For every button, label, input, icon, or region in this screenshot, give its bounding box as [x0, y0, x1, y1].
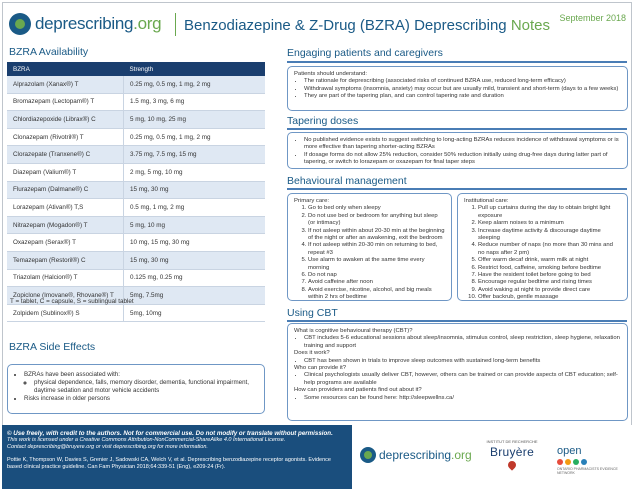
flame-icon [506, 459, 517, 470]
list-item: 7. Avoid caffeine after noon [308, 279, 445, 286]
table-row [7, 251, 265, 269]
drug-name: Clonazepam (Rivotril®) T [7, 128, 124, 146]
drug-name: Bromazepam (Lectopam®) T [7, 93, 124, 111]
list-item: 4. Reduce number of naps (no more than 30 mins and no naps after 2 pm) [478, 242, 621, 257]
section-rule [287, 128, 627, 130]
drug-strength: 5 mg, 10 mg [124, 216, 266, 234]
list-item: 1. Go to bed only when sleepy [308, 205, 445, 212]
footer [2, 425, 632, 489]
deprescribing-logo-icon [9, 13, 31, 35]
use-freely-notice: © Use freely, with credit to the authors. Not for commercial use. Do not modify or translate without permission. [7, 430, 333, 437]
list-item: • BZRAs have been associated with: ◦ physical dependence, falls, memory disorder, dementia, functional impairment, daytime sedation and motor vehicle accidents [24, 371, 258, 395]
table-row [7, 199, 265, 217]
primary-care-title: Primary care: [294, 198, 330, 204]
list-item: 6. Do not nap [308, 272, 445, 279]
deprescribing-logo-icon [360, 447, 376, 463]
table-row [7, 269, 265, 287]
side-effects-box [7, 364, 265, 414]
list-item: ◦ physical dependence, falls, memory disorder, dementia, functional impairment, daytime sedation and motor vehicle accidents [34, 379, 258, 395]
drug-strength: 0.25 mg, 0.5 mg, 1 mg, 2 mg [124, 128, 266, 146]
column-header-bzra: BZRA [7, 62, 124, 76]
drug-name: Triazolam (Halcion®) T [7, 269, 124, 287]
list-item: • Some resources can be found here: http://sleepwellns.ca/ [304, 395, 621, 402]
cbt-box [287, 323, 628, 421]
list-item: • No published evidence exists to suggest switching to long-acting BZRAs reduces incidence of withdrawal symptoms or is more effective than tapering shorter-acting BZRAs [304, 137, 621, 152]
drug-strength: 5 mg, 10 mg, 25 mg [124, 111, 266, 129]
behavioural-title: Behavioural management [287, 175, 407, 187]
list-item: • CBT includes 5-6 educational sessions about sleep/insomnia, stimulus control, sleep restriction, sleep hygiene, relaxation training and support [304, 335, 621, 350]
contact-notice: Contact deprescribing@bruyere.org or visit deprescribing.org for more information. [7, 444, 208, 450]
table-row [7, 163, 265, 181]
section-rule [287, 61, 627, 63]
cbt-title: Using CBT [287, 307, 338, 319]
open-dots-icon [557, 459, 625, 465]
drug-strength: 15 mg, 30 mg [124, 181, 266, 199]
list-item: 9. Avoid waking at night to provide direct care [478, 287, 621, 294]
drug-name: Nitrazepam (Mogadon®) T [7, 216, 124, 234]
drug-name: Flurazepam (Dalmane®) C [7, 181, 124, 199]
list-item: 7. Have the resident toilet before going to bed [478, 272, 621, 279]
header-separator [175, 13, 176, 36]
citation: Pottie K, Thompson W, Davies S, Grenier J, Sadowski CA, Welch V, et al. Deprescribing benzodiazepine receptor agonists. Evidence based clinical practice guideline. Can Fam Physician 2018;64:339-51 (Eng), e209-24 (Fr). [7, 457, 331, 470]
section-rule [287, 188, 627, 190]
drug-name: Temazepam (Restoril®) C [7, 251, 124, 269]
table-header-row [7, 62, 265, 76]
list-item: • The rationale for deprescribing (associated risks of continued BZRA use, reduced long-term efficacy) [304, 78, 621, 85]
list-item: • Risks increase in older persons [24, 395, 258, 403]
footer-legal [7, 430, 345, 471]
list-item: 8. Avoid exercise, nicotine, alcohol, and big meals within 2 hrs of bedtime [308, 287, 445, 302]
drug-name: Alprazolam (Xanax®) T [7, 76, 124, 93]
list-item: 2. Do not use bed or bedroom for anything but sleep (or intimacy) [308, 213, 445, 228]
table-row [7, 234, 265, 252]
primary-care-box [287, 193, 452, 301]
bruyere-logo: INSTITUT DE RECHERCHE Bruyère [482, 439, 542, 469]
table-row [7, 93, 265, 111]
institutional-care-title: Institutional care: [464, 198, 509, 204]
list-item: 5. Use alarm to awaken at the same time every morning [308, 257, 445, 272]
table-row [7, 181, 265, 199]
availability-title: BZRA Availability [9, 46, 89, 58]
section-rule [287, 320, 627, 322]
drug-strength: 5mg, 7.5mg [124, 287, 266, 305]
drug-strength: 1.5 mg, 3 mg, 6 mg [124, 93, 266, 111]
list-item: • Clinical psychologists usually deliver CBT, however, others can be trained or can provide aspects of CBT education; self-help programs are available [304, 372, 621, 387]
cbt-question: How can providers and patients find out about it? [294, 387, 422, 394]
side-effects-title: BZRA Side Effects [9, 341, 96, 353]
page-title: Benzodiazepine & Z-Drug (BZRA) Deprescribing Notes [184, 17, 550, 34]
drug-name: Clorazepate (Tranxene®) C [7, 146, 124, 164]
brand-name: deprescribing.org [35, 14, 162, 33]
dosage-form-legend: T = tablet, C = capsule, S = sublingual tablet [10, 298, 134, 305]
drug-strength: 0.5 mg, 1 mg, 2 mg [124, 199, 266, 217]
table-row [7, 146, 265, 164]
list-item: • Withdrawal symptoms (insomnia, anxiety) may occur but are usually mild, transient and short-term (days to a few weeks) [304, 86, 621, 93]
drug-strength: 0.125 mg, 0.25 mg [124, 269, 266, 287]
cbt-question: Does it work? [294, 350, 330, 357]
footer-brand: deprescribing.org [379, 448, 472, 462]
license-notice: This work is licensed under a Creative Commons Attribution-NonCommercial-ShareAlike 4.0 International License. [7, 437, 286, 443]
table-row [7, 216, 265, 234]
list-item: 3. If not asleep within about 20-30 min at the beginning of the night or after an awakening, exit the bedroom [308, 228, 445, 243]
list-item: 10. Offer backrub, gentle massage [478, 294, 621, 301]
list-item: 6. Restrict food, caffeine, smoking before bedtime [478, 265, 621, 272]
drug-name: Zolpidem (Sublinox®) S [7, 304, 124, 322]
engaging-title: Engaging patients and caregivers [287, 47, 443, 59]
column-header-strength: Strength [124, 62, 266, 76]
table-row [7, 76, 265, 93]
drug-strength: 10 mg, 15 mg, 30 mg [124, 234, 266, 252]
drug-strength: 2 mg, 5 mg, 10 mg [124, 163, 266, 181]
cbt-question: Who can provide it? [294, 365, 347, 372]
partner-logos [352, 425, 632, 489]
cbt-question: What is cognitive behavioural therapy (CBT)? [294, 328, 413, 334]
list-item: 5. Offer warm decaf drink, warm milk at night [478, 257, 621, 264]
tapering-box [287, 132, 628, 169]
engaging-box [287, 66, 628, 111]
engaging-intro: Patients should understand: [294, 71, 368, 77]
drug-name: Lorazepam (Ativan®) T,S [7, 199, 124, 217]
open-logo: open ONTARIO PHARMACISTS EVIDENCE NETWORK [557, 445, 625, 475]
list-item: 2. Keep alarm noises to a minimum [478, 220, 621, 227]
list-item: 4. If not asleep within 20-30 min on returning to bed, repeat #3 [308, 242, 445, 257]
drug-name: Chlordiazepoxide (Librax®) C [7, 111, 124, 129]
list-item: • If dosage forms do not allow 25% reduction, consider 50% reduction initially using drug-free days during latter part of tapering, or switch to lorazepam or oxazepam for final taper steps [304, 152, 621, 167]
list-item: • They are part of the tapering plan, and can control tapering rate and duration [304, 93, 621, 100]
drug-strength: 5mg, 10mg [124, 304, 266, 322]
publication-date: September 2018 [559, 13, 626, 23]
table-row [7, 111, 265, 129]
list-item: 3. Increase daytime activity & discourage daytime sleeping [478, 228, 621, 243]
drug-name: Diazepam (Valium®) T [7, 163, 124, 181]
table-row [7, 304, 265, 322]
list-item: 8. Encourage regular bedtime and rising times [478, 279, 621, 286]
availability-table [7, 62, 265, 322]
drug-name: Oxazepam (Serax®) T [7, 234, 124, 252]
list-item: • CBT has been shown in trials to improve sleep outcomes with sustained long-term benefits [304, 358, 621, 365]
drug-strength: 0.25 mg, 0.5 mg, 1 mg, 2 mg [124, 76, 266, 93]
institutional-care-box [457, 193, 628, 301]
list-item: 1. Pull up curtains during the day to obtain bright light exposure [478, 205, 621, 220]
tapering-title: Tapering doses [287, 115, 359, 127]
drug-strength: 3.75 mg, 7.5 mg, 15 mg [124, 146, 266, 164]
drug-name: Zopiclone (Imovane®, Rhovane®) T [7, 287, 124, 305]
table-row [7, 128, 265, 146]
drug-strength: 15 mg, 30 mg [124, 251, 266, 269]
